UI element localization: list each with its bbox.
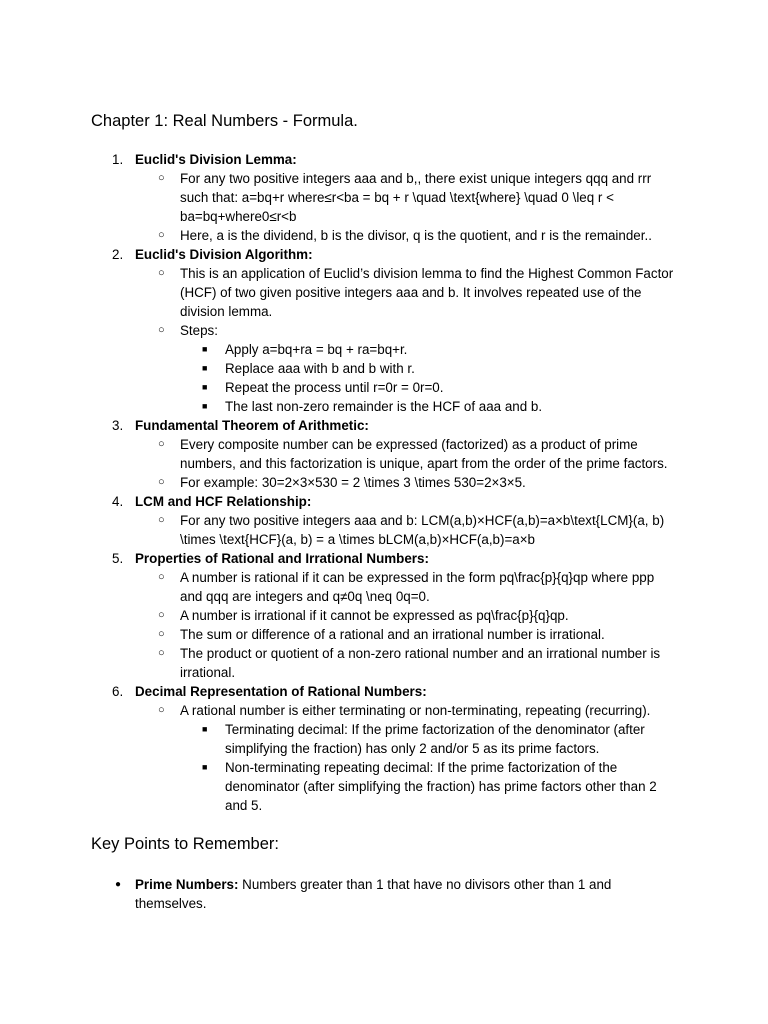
sub-list (135, 264, 678, 416)
square-bullet-icon: ■ (202, 344, 208, 354)
sub-list (135, 169, 678, 245)
circle-bullet-icon: ○ (158, 267, 165, 279)
sub-item-text: For example: 30=2×3×530 = 2 \times 3 \times 530=2×3×5. (180, 475, 526, 490)
sub-item-text: For any two positive integers aaa and b,, there exist unique integers qqq and rrr such that: a=bq+r where≤r<ba = bq + r \quad \text{where} \quad 0 \leq r < ba=bq+where0≤r<b (180, 171, 652, 224)
nested-item-text: Repeat the process until r=0r = 0r=0. (225, 380, 444, 395)
sub-item-text: The sum or difference of a rational and an irrational number is irrational. (180, 627, 605, 642)
section-item (91, 416, 678, 492)
square-bullet-icon: ■ (202, 382, 208, 392)
nested-item (180, 758, 678, 815)
circle-bullet-icon: ○ (158, 476, 165, 488)
sub-item (135, 625, 678, 644)
sub-list (135, 701, 678, 815)
nested-item (180, 359, 678, 378)
sub-item (135, 568, 678, 606)
sub-item (135, 701, 678, 815)
sub-item-text: Here, a is the dividend, b is the divisor, q is the quotient, and r is the remainder.. (180, 228, 652, 243)
nested-list (180, 720, 678, 815)
key-points-list (91, 875, 678, 913)
nested-item (180, 720, 678, 758)
nested-item-text: The last non-zero remainder is the HCF of aaa and b. (225, 399, 543, 414)
nested-item (180, 397, 678, 416)
section-item (91, 492, 678, 549)
section-item (91, 682, 678, 815)
nested-list (180, 340, 678, 416)
sub-item (135, 644, 678, 682)
section-heading: Decimal Representation of Rational Numbers: (135, 684, 427, 699)
sub-item-text: Steps: (180, 323, 218, 338)
nested-item-text: Terminating decimal: If the prime factorization of the denominator (after simplifying the fraction) has only 2 and/or 5 as its prime factors. (225, 722, 645, 756)
square-bullet-icon: ■ (202, 363, 208, 373)
circle-bullet-icon: ○ (158, 172, 165, 184)
section-number: 3. (112, 418, 124, 433)
sub-list (135, 511, 678, 549)
circle-bullet-icon: ○ (158, 628, 165, 640)
square-bullet-icon: ■ (202, 762, 208, 772)
sub-item (135, 321, 678, 416)
sub-list (135, 568, 678, 682)
section-number: 2. (112, 247, 124, 262)
section-item (91, 549, 678, 682)
circle-bullet-icon: ○ (158, 438, 165, 450)
sub-item-text: This is an application of Euclid’s division lemma to find the Highest Common Factor (HCF) of two given positive integers aaa and b. It involves repeated use of the division lemma. (180, 266, 674, 319)
key-points-heading: Key Points to Remember: (91, 835, 279, 853)
circle-bullet-icon: ○ (158, 324, 165, 336)
nested-item-text: Replace aaa with b and b with r. (225, 361, 415, 376)
sub-item-text: A number is irrational if it cannot be expressed as pq\frac{p}{q}qp. (180, 608, 569, 623)
key-point-item (91, 875, 678, 913)
section-item (91, 150, 678, 245)
section-item (91, 245, 678, 416)
key-point-term: Prime Numbers: (135, 877, 239, 892)
sub-list (135, 435, 678, 492)
nested-item-text: Non-terminating repeating decimal: If the prime factorization of the denominator (after simplifying the fraction) has prime factors other than 2 and 5. (225, 760, 657, 813)
sub-item (135, 473, 678, 492)
section-number: 1. (112, 152, 124, 167)
section-heading: Euclid's Division Lemma: (135, 152, 297, 167)
nested-item (180, 340, 678, 359)
circle-bullet-icon: ○ (158, 704, 165, 716)
nested-item-text: Apply a=bq+ra = bq + ra=bq+r. (225, 342, 408, 357)
page-title: Chapter 1: Real Numbers - Formula. (91, 112, 358, 130)
square-bullet-icon: ■ (202, 401, 208, 411)
square-bullet-icon: ■ (202, 724, 208, 734)
dot-bullet-icon: ● (115, 879, 122, 890)
sub-item-text: The product or quotient of a non-zero rational number and an irrational number is irrational. (180, 646, 661, 680)
sub-item-text: For any two positive integers aaa and b: LCM(a,b)×HCF(a,b)=a×b\text{LCM}(a, b) \times \text{HCF}(a, b) = a \times bLCM(a,b)×HCF(a,b)=a×b (180, 513, 665, 547)
sub-item (135, 264, 678, 321)
circle-bullet-icon: ○ (158, 571, 165, 583)
circle-bullet-icon: ○ (158, 229, 165, 241)
sub-item-text: Every composite number can be expressed (factorized) as a product of prime numbers, and this factorization is unique, apart from the order of the prime factors. (180, 437, 668, 471)
sub-item (135, 226, 678, 245)
sub-item-text: A number is rational if it can be expressed in the form pq\frac{p}{q}qp where ppp and qqq are integers and q≠0q \neq 0q=0. (180, 570, 655, 604)
section-number: 4. (112, 494, 124, 509)
section-heading: Euclid's Division Algorithm: (135, 247, 313, 262)
circle-bullet-icon: ○ (158, 609, 165, 621)
section-heading: Fundamental Theorem of Arithmetic: (135, 418, 369, 433)
formula-list (91, 150, 678, 815)
nested-item (180, 378, 678, 397)
circle-bullet-icon: ○ (158, 647, 165, 659)
section-heading: Properties of Rational and Irrational Numbers: (135, 551, 429, 566)
key-point-text: Numbers greater than 1 that have no divisors other than 1 and themselves. (135, 877, 612, 911)
sub-item (135, 169, 678, 226)
sub-item (135, 435, 678, 473)
sub-item (135, 606, 678, 625)
section-number: 5. (112, 551, 124, 566)
circle-bullet-icon: ○ (158, 514, 165, 526)
section-number: 6. (112, 684, 124, 699)
sub-item-text: A rational number is either terminating or non-terminating, repeating (recurring). (180, 703, 651, 718)
sub-item (135, 511, 678, 549)
section-heading: LCM and HCF Relationship: (135, 494, 312, 509)
